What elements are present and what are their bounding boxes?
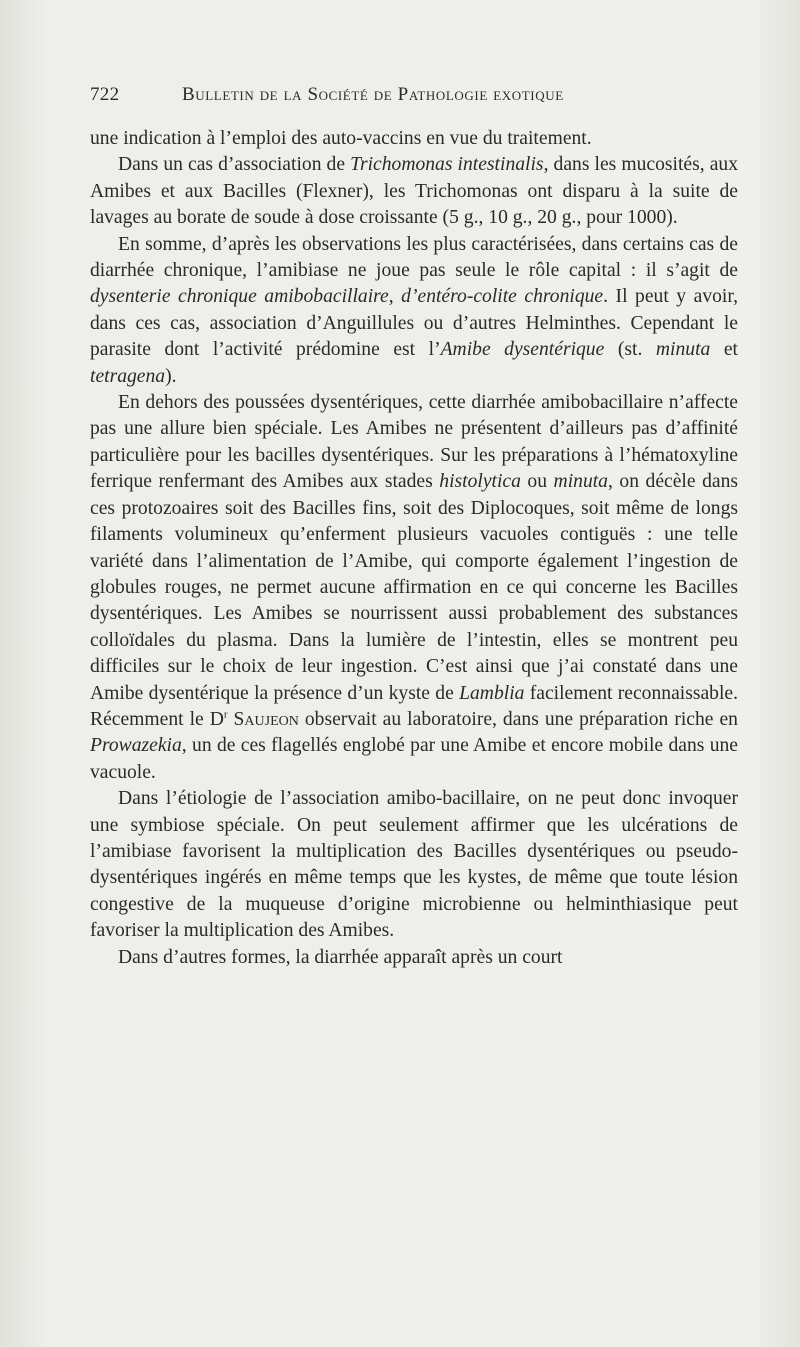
text-run: , un de ces flagellés englobé par une Amibe et encore mobile dans une vacuole. (90, 735, 738, 783)
italic-text: Prowazekia (90, 735, 182, 757)
italic-text: Lamblia (459, 682, 525, 704)
italic-text: tetragena (90, 365, 166, 387)
text-run: , dans les mucosités, aux Amibes et aux Bacilles (Flexner), les Trichomonas ont disparu à la suite de lavages au borate de soude à dose croissante (5 g., 10 g., 20 g., pour 1000). (90, 154, 738, 229)
text-run: observait au laboratoire, dans une préparation riche en (298, 708, 738, 730)
text-run: et (710, 339, 739, 361)
italic-text: minuta (655, 339, 711, 361)
paragraph (90, 390, 738, 786)
italic-text: minuta (553, 471, 608, 493)
text-run: ). (165, 365, 177, 387)
text-run: Dans un cas d’association de (118, 154, 351, 176)
paragraph (90, 945, 738, 971)
body-text (90, 126, 738, 971)
text-run: (st. (604, 339, 656, 361)
paragraph (90, 152, 738, 231)
text-run: En somme, d’après les observations les plus caractérisées, dans certains cas de diarrhée chronique, l’amibiase ne joue pas seule le rôle capital : il s’agit de (90, 233, 738, 282)
superscript-text: r (223, 708, 228, 721)
paragraph (90, 232, 738, 390)
paragraph (90, 126, 738, 152)
italic-text: Trichomonas intestinalis (350, 154, 544, 176)
author-name: Saujeon (233, 708, 299, 730)
italic-text: d’entéro-colite chronique (401, 286, 604, 308)
italic-text: dysenterie chronique amibobacillaire (90, 286, 389, 308)
text-run: facilement reconnaissable. Récemment le D (90, 682, 738, 730)
text-run: ou (520, 471, 554, 493)
italic-text: histolytica (439, 471, 521, 493)
text-run: En dehors des poussées dysentériques, cette diarrhée amibobacillaire n’affecte pas une allure bien spéciale. Les Amibes ne présentent d’ailleurs pas d’affinité particulière pour les bacilles dysentériques. Sur les préparations à l’hématoxyline ferrique renfermant des Amibes aux stades (90, 392, 738, 493)
italic-text: Amibe dysentérique (440, 339, 605, 361)
text-run: , on décèle dans ces protozoaires soit des Bacilles fins, soit des Diplocoques, soit même de longs filaments volumineux qu’enferment plusieurs vacuoles contiguës : une telle variété dans l’alimentation de l’Amibe, qui comporte également l’ingestion de globules rouges, ne permet aucune affirmation en ce qui concerne les Bacilles dysentériques. Les Amibes se nourrissent aussi probablement des substances colloïdales du plasma. Dans la lumière de l’intestin, elles se montrent peu difficiles sur le choix de leur ingestion. C’est ainsi que j’ai constaté dans une Amibe dysentérique la présence d’un kyste de (90, 471, 738, 704)
text-run: . Il peut y avoir, dans ces cas, association d’Anguillules ou d’autres Helminthes. Cependant le parasite dont l’activité prédomine est l’ (90, 286, 738, 361)
running-head: Bulletin de la Société de Pathologie exotique (182, 84, 564, 105)
paragraph (90, 786, 738, 944)
text-run: Dans d’autres formes, la diarrhée apparaît après un court (118, 946, 563, 968)
page-header (90, 84, 740, 106)
text-run: Dans l’étiologie de l’association amibo-bacillaire, on ne peut donc invoquer une symbiose spéciale. On peut seulement affirmer que les ulcérations de l’amibiase favorisent la multiplication des Bacilles dysentériques ou pseudo-dysentériques ingérés en même temps que les kystes, de même que toute lésion congestive de la muqueuse d’origine microbienne ou helminthiasique peut favoriser la multiplication des Amibes. (90, 788, 738, 942)
page-number: 722 (90, 84, 120, 105)
text-run: , (388, 286, 402, 308)
text-run: une indication à l’emploi des auto-vaccins en vue du traitement. (90, 128, 592, 149)
